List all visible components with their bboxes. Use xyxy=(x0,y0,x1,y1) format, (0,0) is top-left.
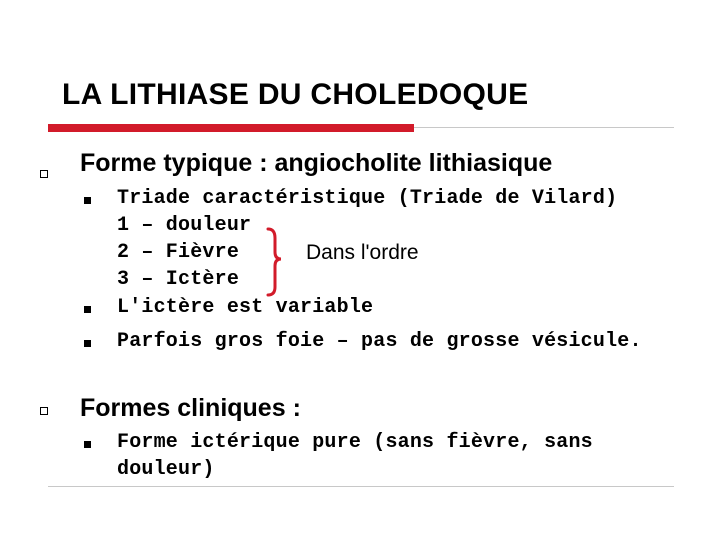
text-line: L'ictère est variable xyxy=(117,296,374,319)
slide-title: LA LITHIASE DU CHOLEDOQUE xyxy=(62,78,529,111)
text-line: Parfois gros foie – pas de grosse vésicule. xyxy=(117,330,642,353)
text-line: douleur) xyxy=(117,458,215,481)
text-line: Forme ictérique pure (sans fièvre, sans xyxy=(117,431,593,454)
text-line: 1 – douleur xyxy=(117,214,252,237)
heading-main: Formes cliniques xyxy=(80,394,286,422)
text-line: Triade caractéristique (Triade de Vilard) xyxy=(117,187,618,210)
hollow-square-bullet-icon xyxy=(40,407,48,415)
heading-main: Forme typique xyxy=(80,149,253,177)
heading-rest: : xyxy=(285,394,301,422)
bottom-rule xyxy=(48,486,674,487)
section-heading-formes-cliniques xyxy=(80,394,301,423)
heading-rest: : angiocholite lithiasique xyxy=(252,149,553,177)
list-item-forme-icterique xyxy=(117,429,593,483)
square-bullet-icon xyxy=(84,441,91,448)
text-line: 3 – Ictère xyxy=(117,268,240,291)
annotation-dans-l-ordre: Dans l'ordre xyxy=(306,241,419,264)
text-line: 2 – Fièvre xyxy=(117,241,240,264)
